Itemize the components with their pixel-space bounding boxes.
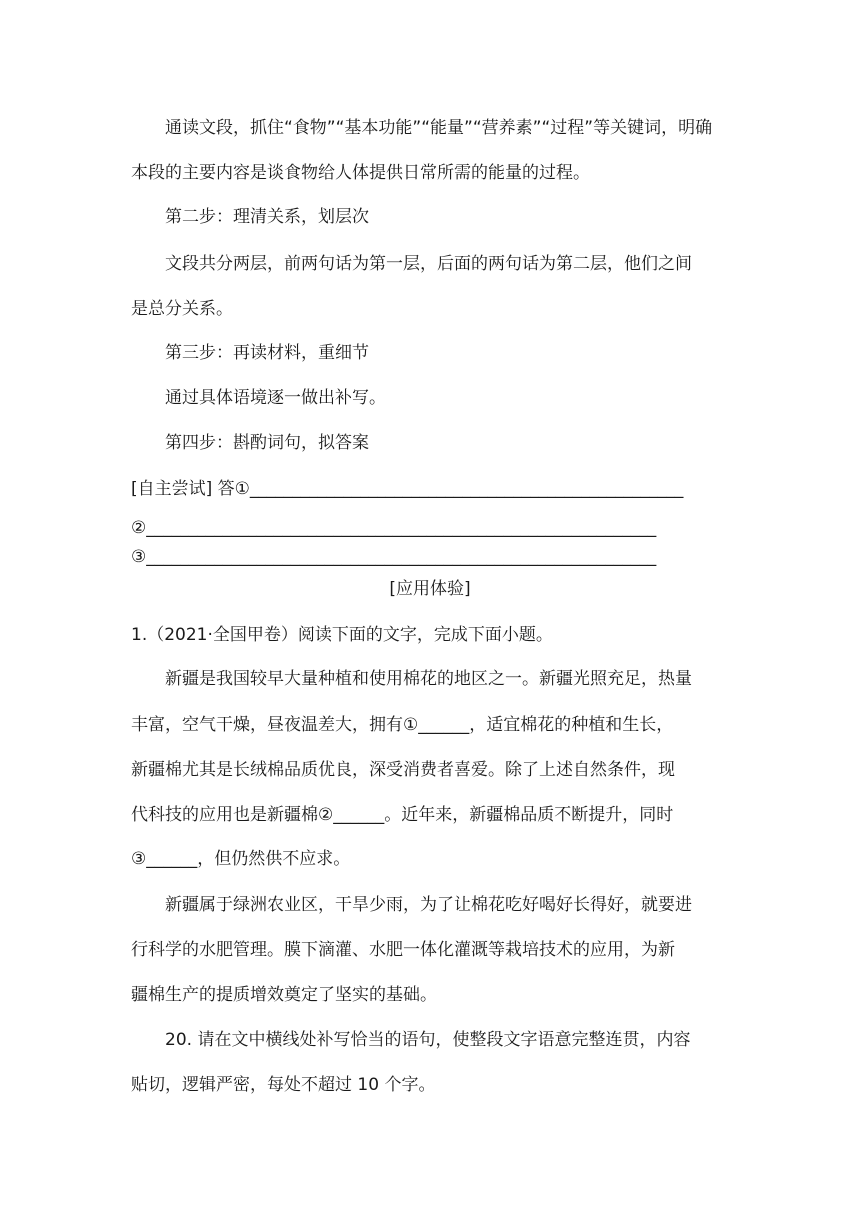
paragraph-line: 新疆属于绿洲农业区，干旱少雨，为了让棉花吃好喝好长得好，就要进: [165, 895, 692, 915]
paragraph-line: 通读文段，抓住“食物”“基本功能”“能量”“营养素”“过程”等关键词，明确: [165, 118, 713, 138]
step-heading: 第四步：斟酌词句，拟答案: [165, 433, 369, 453]
question-prompt: 贴切，逻辑严密，每处不超过 10 个字。: [131, 1075, 436, 1095]
section-title: [应用体验]: [389, 579, 471, 599]
paragraph-line: 代科技的应用也是新疆棉②______。近年来，新疆棉品质不断提升，同时: [131, 805, 674, 825]
paragraph-line: 新疆是我国较早大量种植和使用棉花的地区之一。新疆光照充足，热量: [165, 669, 692, 689]
paragraph-line: 是总分关系。: [131, 299, 233, 319]
answer-blank-1: [自主尝试] 答①___________________________________________________: [131, 479, 684, 499]
step-heading: 第二步：理清关系，划层次: [165, 207, 369, 227]
answer-blank-2: ②____________________________________________________________: [131, 518, 657, 538]
paragraph-line: 新疆棉尤其是长绒棉品质优良，深受消费者喜爱。除了上述自然条件，现: [131, 760, 675, 780]
question-prompt: 20. 请在文中横线处补写恰当的语句，使整段文字语意完整连贯，内容: [165, 1030, 691, 1050]
question-heading: 1.（2021·全国甲卷）阅读下面的文字，完成下面小题。: [131, 625, 553, 645]
paragraph-line: 文段共分两层，前两句话为第一层，后面的两句话为第二层，他们之间: [165, 254, 692, 274]
paragraph-line: 本段的主要内容是谈食物给人体提供日常所需的能量的过程。: [131, 163, 590, 183]
paragraph-line: 疆棉生产的提质增效奠定了坚实的基础。: [131, 985, 437, 1005]
paragraph-line: 通过具体语境逐一做出补写。: [165, 388, 386, 408]
paragraph-line: ③______，但仍然供不应求。: [131, 849, 351, 869]
paragraph-line: 行科学的水肥管理。膜下滴灌、水肥一体化灌溉等栽培技术的应用，为新: [131, 940, 675, 960]
paragraph-line: 丰富，空气干燥，昼夜温差大，拥有①______，适宜棉花的种植和生长，: [131, 715, 674, 735]
step-heading: 第三步：再读材料，重细节: [165, 343, 369, 363]
answer-blank-3: ③____________________________________________________________: [131, 547, 657, 567]
